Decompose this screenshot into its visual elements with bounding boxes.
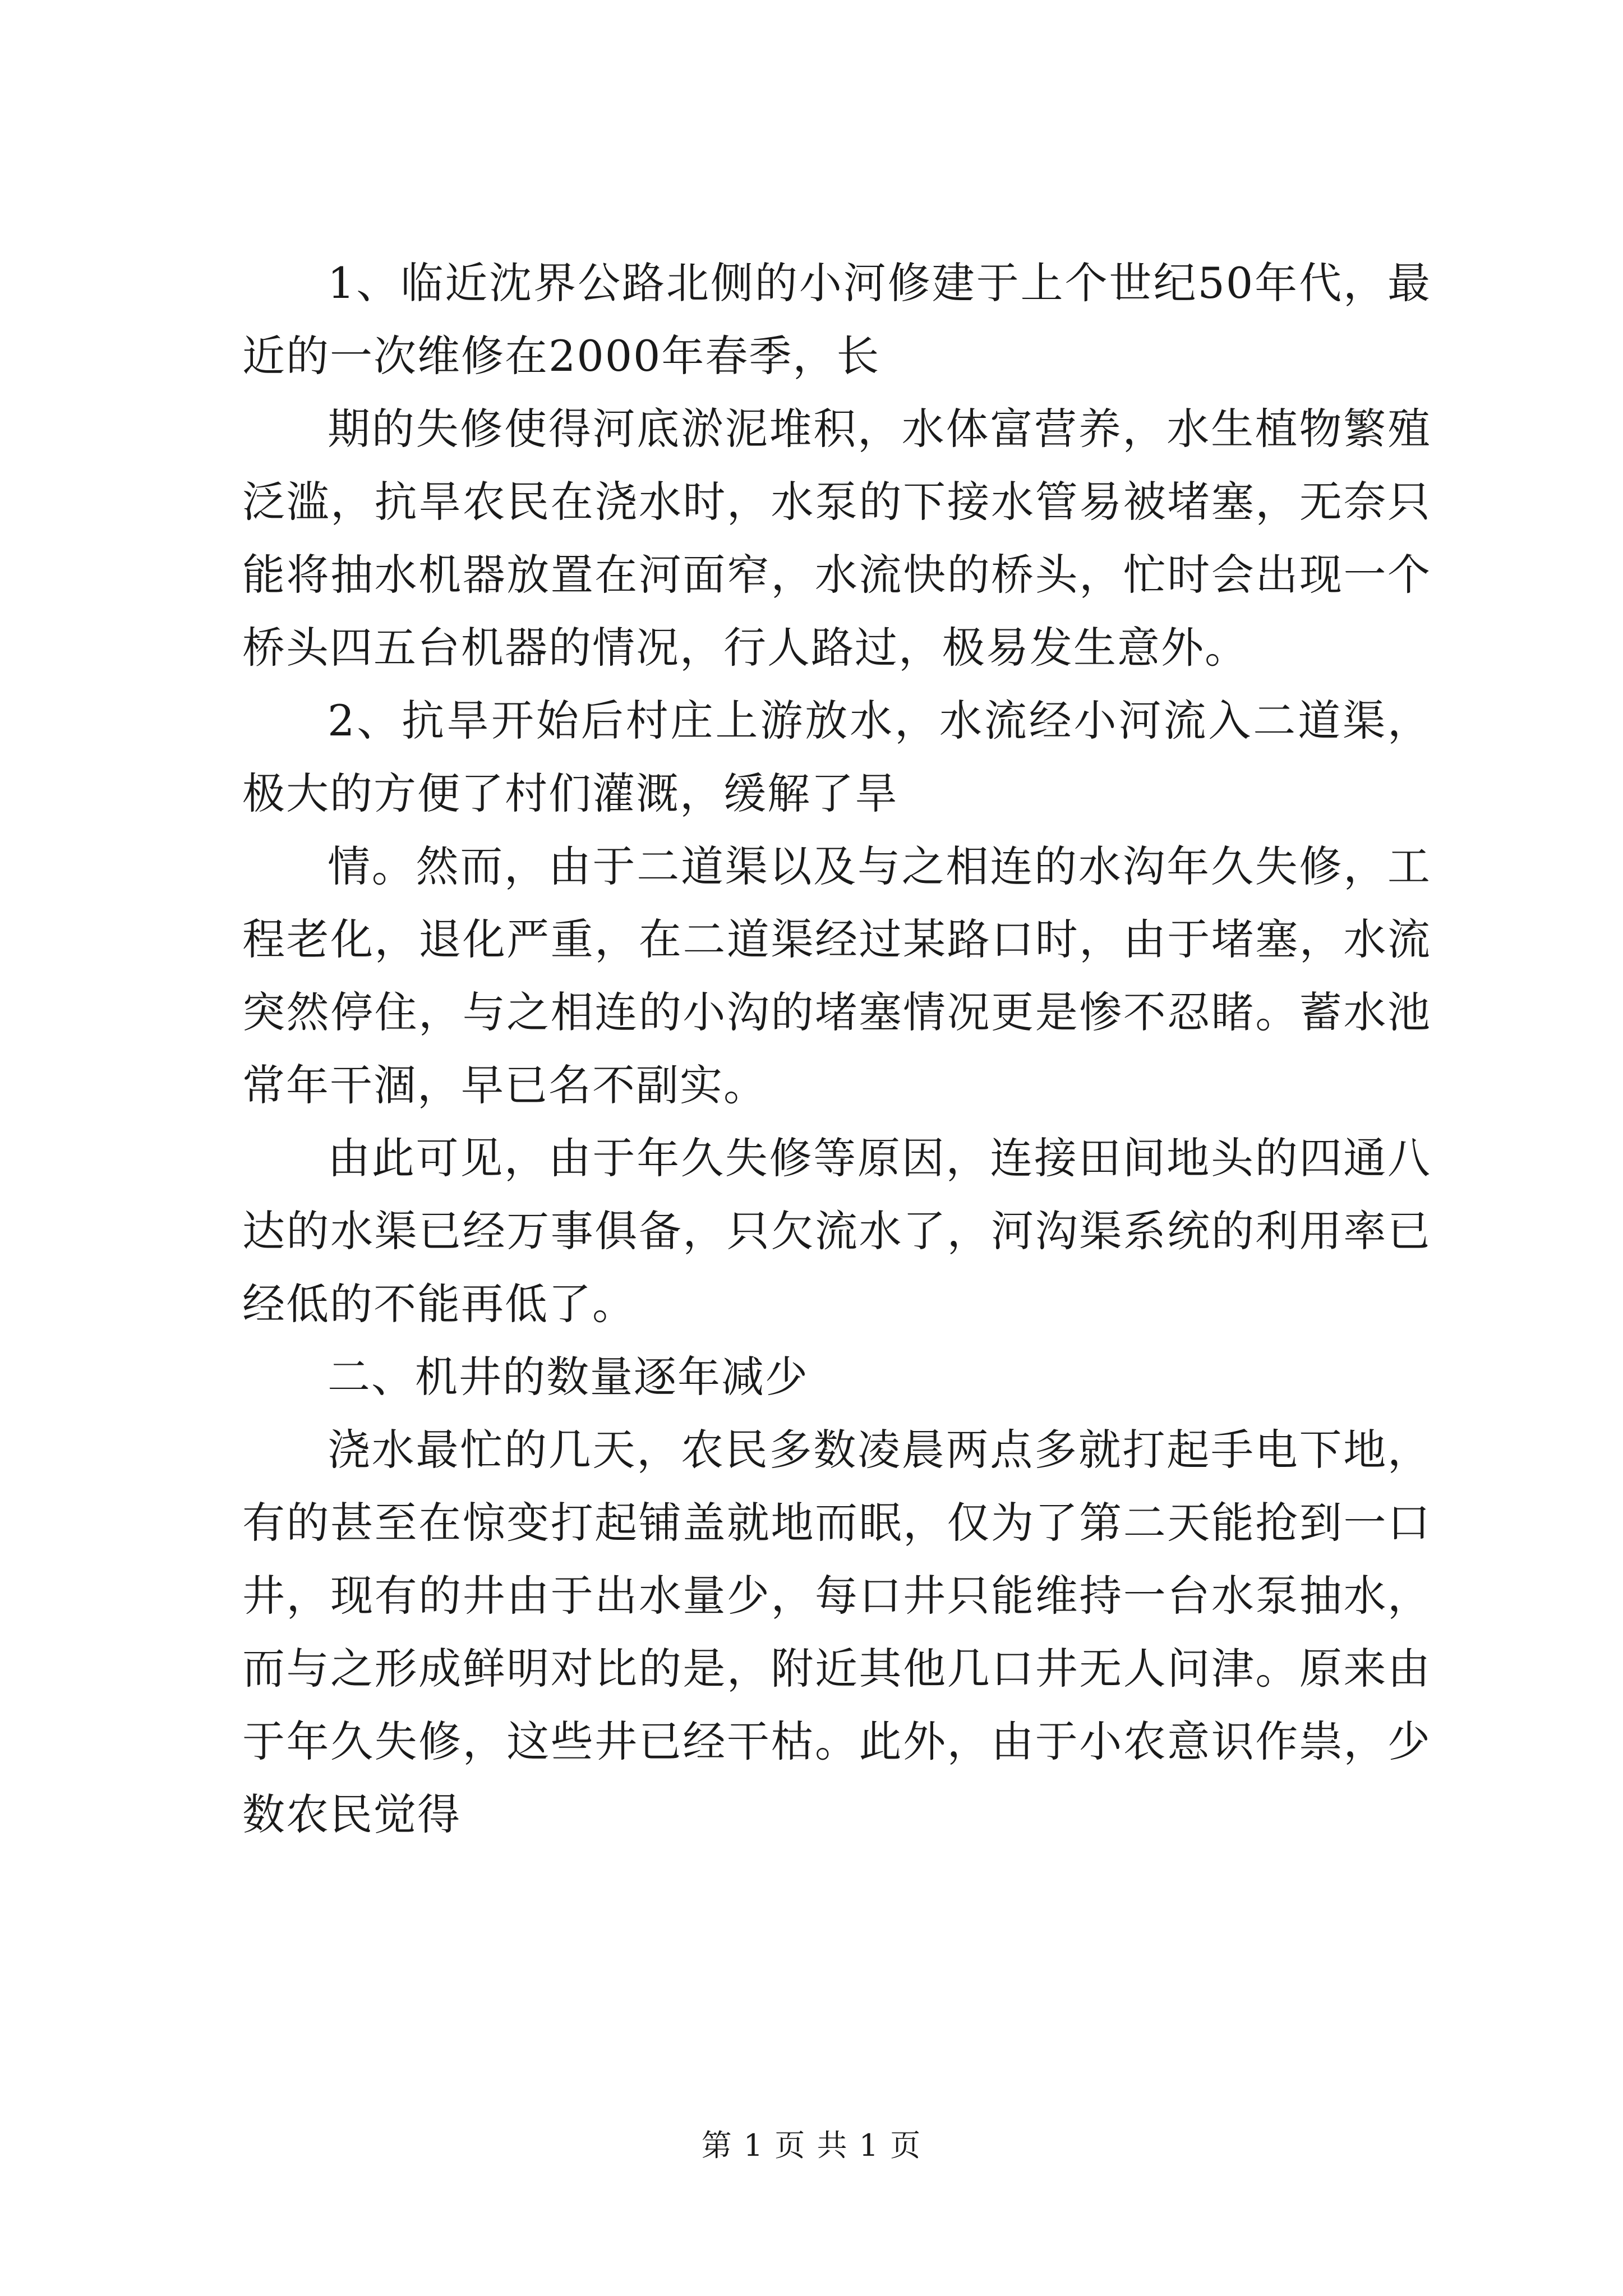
page-footer: 第 1 页 共 1 页	[701, 2128, 922, 2163]
paragraph-1: 1、临近沈界公路北侧的小河修建于上个世纪50年代，最近的一次维修在2000年春季，长	[242, 258, 1431, 381]
paragraph-5: 由此可见，由于年久失修等原因，连接田间地头的四通八达的水渠已经万事俱备，只欠流水了，河沟渠系统的利用率已经低的不能再低了。	[242, 1133, 1431, 1329]
paragraph-2: 期的失修使得河底淤泥堆积，水体富营养，水生植物繁殖泛滥，抗旱农民在浇水时，水泵的下接水管易被堵塞，无奈只能将抽水机器放置在河面窄，水流快的桥头，忙时会出现一个桥头四五台机器的情况，行人路过，极易发生意外。	[242, 404, 1431, 673]
paragraph-3: 2、抗旱开始后村庄上游放水，水流经小河流入二道渠，极大的方便了村们灌溉，缓解了旱	[242, 696, 1431, 818]
document-body	[242, 247, 1431, 1851]
section-heading-2: 二、机井的数量逐年减少	[328, 1352, 809, 1402]
paragraph-6: 浇水最忙的几天，农民多数凌晨两点多就打起手电下地，有的甚至在惊变打起铺盖就地而眠，仅为了第二天能抢到一口井，现有的井由于出水量少，每口井只能维持一台水泵抽水，而与之形成鲜明对比的是，附近其他几口井无人问津。原来由于年久失修，这些井已经干枯。此外，由于小农意识作祟，少数农民觉得	[242, 1425, 1431, 1839]
paragraph-4: 情。然而，由于二道渠以及与之相连的水沟年久失修，工程老化，退化严重，在二道渠经过某路口时，由于堵塞，水流突然停住，与之相连的小沟的堵塞情况更是惨不忍睹。蓄水池常年干涸，早已名不副实。	[242, 841, 1431, 1110]
